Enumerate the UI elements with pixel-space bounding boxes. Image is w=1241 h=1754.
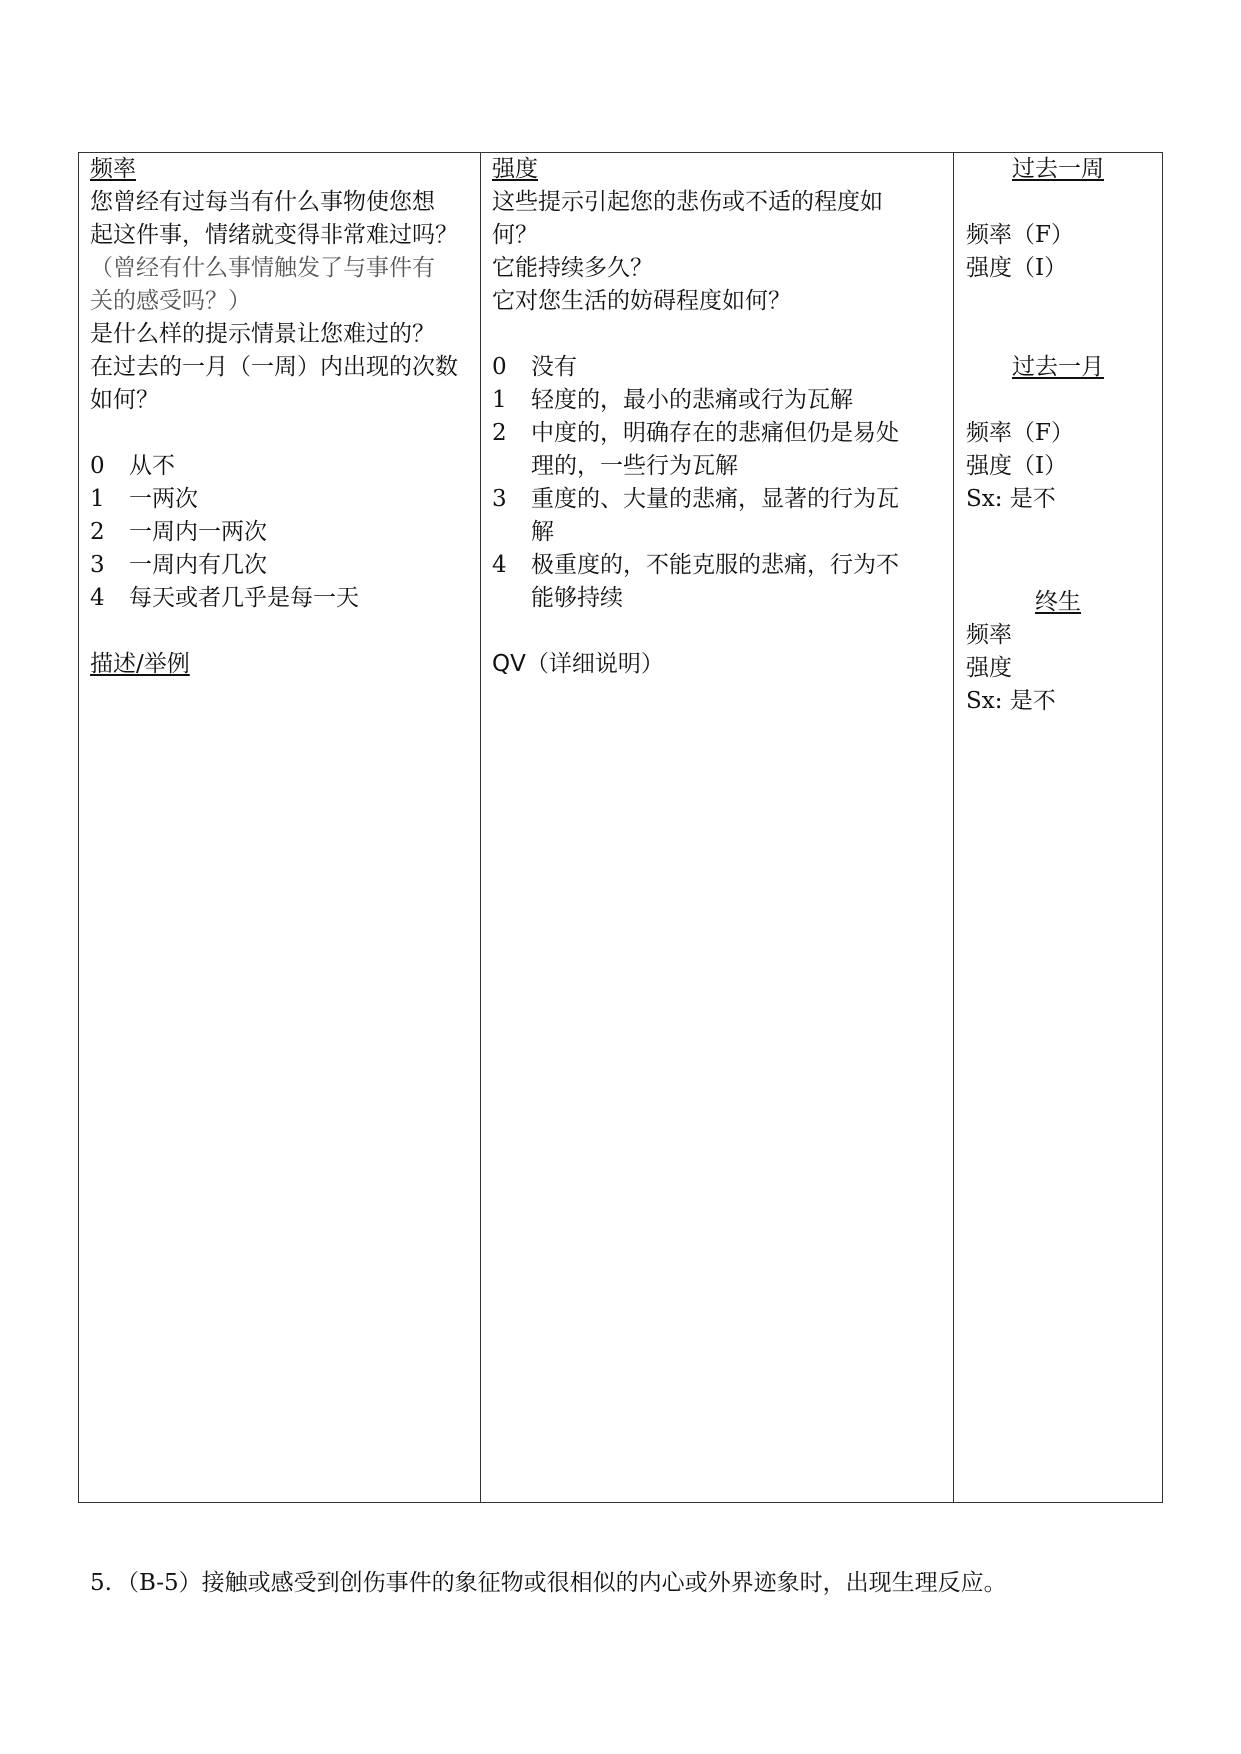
intensity-option (492, 351, 943, 384)
qv-label: QV（详细说明） (492, 651, 664, 677)
intensity-option-continued (492, 516, 943, 549)
option-text: 一周内一两次 (129, 519, 267, 545)
intensity-option (492, 384, 943, 417)
frequency-followup-line: 在过去的一月（一周）内出现的次数 (90, 354, 458, 380)
option-number: 2 (90, 519, 105, 545)
option-text: 能够持续 (531, 585, 623, 611)
option-number: 1 (492, 387, 507, 413)
option-number: 0 (492, 354, 507, 380)
scoring-column (954, 153, 1162, 1502)
option-text: 理的，一些行为瓦解 (531, 453, 738, 479)
option-text: 极重度的，不能克服的悲痛，行为不 (531, 552, 899, 578)
intensity-option-continued (492, 582, 943, 615)
option-number: 3 (90, 552, 105, 578)
past-week-heading: 过去一周 (1012, 156, 1104, 182)
option-text: 从不 (129, 453, 175, 479)
past-week-intensity: 强度（I） (966, 255, 1068, 281)
option-number: 4 (492, 552, 507, 578)
intensity-option (492, 549, 943, 582)
lifetime-heading: 终生 (1035, 589, 1081, 615)
frequency-option (90, 450, 480, 483)
option-text: 重度的、大量的悲痛，显著的行为瓦 (531, 486, 899, 512)
frequency-column (79, 153, 481, 1502)
option-number: 4 (90, 585, 105, 611)
option-text: 一两次 (129, 486, 198, 512)
frequency-question-line: 您曾经有过每当有什么事物使您想 (90, 189, 435, 215)
option-number: 0 (90, 453, 105, 479)
assessment-table (78, 152, 1163, 1503)
option-number: 3 (492, 486, 507, 512)
lifetime-frequency: 频率 (966, 622, 1012, 648)
intensity-column (481, 153, 954, 1502)
option-text: 每天或者几乎是每一天 (129, 585, 359, 611)
lifetime-intensity: 强度 (966, 655, 1012, 681)
option-number: 1 (90, 486, 105, 512)
frequency-heading: 频率 (90, 156, 136, 182)
intensity-heading: 强度 (492, 156, 538, 182)
frequency-option (90, 582, 480, 615)
frequency-followup-line: 如何？ (90, 387, 159, 413)
option-text: 解 (531, 519, 554, 545)
frequency-option (90, 483, 480, 516)
intensity-question-line: 它能持续多久？ (492, 255, 653, 281)
option-text: 中度的，明确存在的悲痛但仍是易处 (531, 420, 899, 446)
frequency-followup-line: 是什么样的提示情景让您难过的？ (90, 321, 435, 347)
intensity-question-line: 这些提示引起您的悲伤或不适的程度如 (492, 189, 883, 215)
intensity-question-line: 何？ (492, 222, 538, 248)
intensity-question-line: 它对您生活的妨碍程度如何？ (492, 288, 791, 314)
frequency-note-line: （曾经有什么事情触发了与事件有 (90, 255, 435, 281)
past-week-frequency: 频率（F） (966, 222, 1074, 248)
intensity-option (492, 417, 943, 450)
next-item-heading (90, 1567, 1007, 1600)
past-month-frequency: 频率（F） (966, 420, 1074, 446)
past-month-symptom: Sx: 是不 (966, 486, 1056, 512)
lifetime-symptom: Sx: 是不 (966, 688, 1056, 714)
option-number: 2 (492, 420, 507, 446)
option-text: 没有 (531, 354, 577, 380)
option-text: 一周内有几次 (129, 552, 267, 578)
frequency-question-line: 起这件事，情绪就变得非常难过吗？ (90, 222, 458, 248)
past-month-intensity: 强度（I） (966, 453, 1068, 479)
item-text: （B-5）接触或感受到创伤事件的象征物或很相似的内心或外界迹象时，出现生理反应。 (115, 1570, 1007, 1596)
option-text: 轻度的，最小的悲痛或行为瓦解 (531, 387, 853, 413)
frequency-note-line: 关的感受吗？） (90, 288, 251, 314)
frequency-option (90, 516, 480, 549)
intensity-option (492, 483, 943, 516)
item-number: 5. (90, 1570, 112, 1596)
intensity-option-continued (492, 450, 943, 483)
describe-example-label: 描述/举例 (90, 651, 190, 677)
frequency-option (90, 549, 480, 582)
past-month-heading: 过去一月 (1012, 354, 1104, 380)
